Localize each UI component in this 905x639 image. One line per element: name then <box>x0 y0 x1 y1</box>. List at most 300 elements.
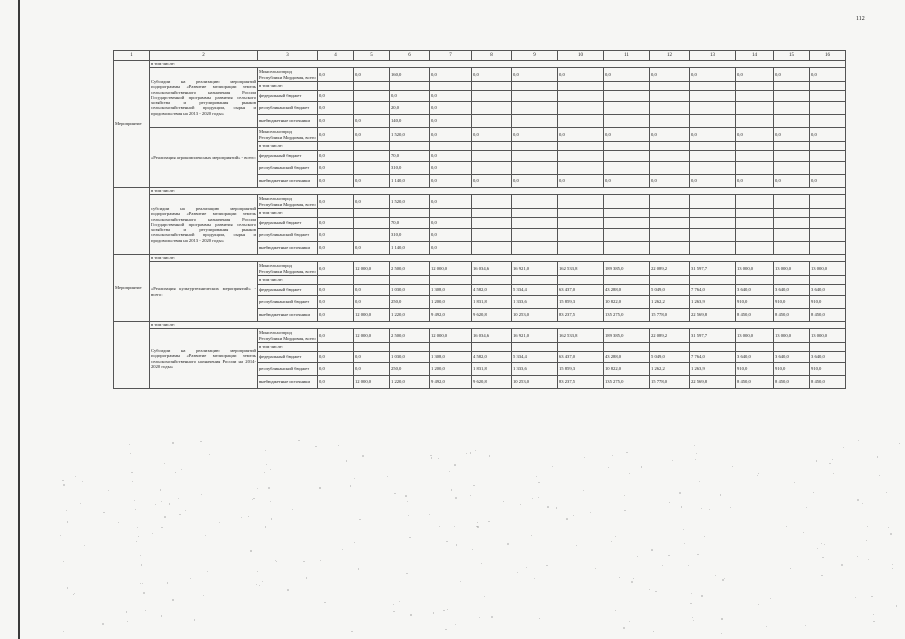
value-cell: 16 034,6 <box>472 329 512 343</box>
measure-title: субсидии на реализацию мероприятий подпрограммы «Развитие мелиорации земель сельскохозяйственного назначения России Государственной программы развития сельского хозяйства и регулирования рынков сельскохозяйственной продукции, сырья и продовольствия на 2013 - 2020 годы» <box>150 195 258 255</box>
value-cell: 910,0 <box>736 363 774 376</box>
value-cell <box>774 102 810 115</box>
scan-noise <box>161 615 162 616</box>
value-cell: 9 620,8 <box>472 309 512 322</box>
value-cell: 0,0 <box>318 115 354 128</box>
funding-source-label: федеральный бюджет <box>258 151 318 162</box>
scan-noise <box>857 499 859 501</box>
scan-noise <box>868 559 869 560</box>
scan-noise <box>556 507 557 508</box>
value-cell: 31 597,7 <box>690 329 736 343</box>
scan-noise <box>405 495 407 497</box>
scan-noise <box>683 529 684 530</box>
scan-noise <box>697 554 699 556</box>
value-cell <box>512 91 558 102</box>
value-cell: 31 597,7 <box>690 262 736 276</box>
scan-noise <box>143 592 145 594</box>
value-cell: 0,0 <box>318 352 354 363</box>
scan-noise <box>877 456 879 458</box>
scan-noise <box>701 595 702 596</box>
scan-noise <box>172 442 173 443</box>
scan-noise <box>266 464 267 465</box>
value-cell: 10 822,0 <box>604 363 650 376</box>
scan-noise <box>67 587 68 588</box>
scan-noise <box>526 567 527 568</box>
scan-noise <box>306 577 307 578</box>
value-cell <box>318 82 354 91</box>
value-cell <box>736 242 774 255</box>
scan-noise <box>721 633 722 634</box>
scan-noise <box>886 492 887 493</box>
value-cell: 20,0 <box>390 102 430 115</box>
value-cell <box>774 115 810 128</box>
subheader-label: в том числе: <box>150 188 846 195</box>
value-cell: 160,0 <box>390 68 430 82</box>
scan-noise <box>833 473 834 474</box>
scan-noise <box>126 611 127 612</box>
value-cell: 0,0 <box>354 296 390 309</box>
value-cell: 0,0 <box>318 195 354 209</box>
funding-source-label: федеральный бюджет <box>258 352 318 363</box>
scan-noise <box>803 532 804 533</box>
value-cell: 0,0 <box>690 68 736 82</box>
scan-noise <box>821 575 823 577</box>
value-cell <box>512 343 558 352</box>
funding-source-label: республиканский бюджет <box>258 102 318 115</box>
value-cell <box>650 276 690 285</box>
value-cell: 250,0 <box>390 296 430 309</box>
subheader-row <box>114 322 846 329</box>
header-cell: 6 <box>390 51 430 61</box>
header-cell: 16 <box>810 51 846 61</box>
scan-noise <box>410 614 411 615</box>
value-cell <box>690 91 736 102</box>
scan-noise <box>73 594 74 595</box>
value-cell: 5 049,0 <box>650 285 690 296</box>
value-cell <box>774 195 810 209</box>
value-cell: 4 582,0 <box>472 285 512 296</box>
value-cell: 1 030,0 <box>390 285 430 296</box>
value-cell: 22 569,8 <box>690 309 736 322</box>
funding-source-label: внебюджетные источники <box>258 115 318 128</box>
scan-noise <box>209 454 210 455</box>
value-cell <box>810 242 846 255</box>
subheader-row <box>114 255 846 262</box>
scan-noise <box>688 565 689 566</box>
scan-noise <box>250 550 251 551</box>
scan-noise <box>161 527 163 529</box>
funding-source-label: в том числе: <box>258 343 318 352</box>
value-cell: 0,0 <box>604 128 650 142</box>
scan-noise <box>80 503 81 504</box>
value-cell <box>318 343 354 352</box>
scan-noise <box>503 501 504 502</box>
value-cell <box>558 151 604 162</box>
scan-noise <box>873 614 874 615</box>
scan-noise <box>253 498 255 500</box>
value-cell: 16 921,0 <box>512 262 558 276</box>
header-cell: 14 <box>736 51 774 61</box>
scan-noise <box>696 453 697 454</box>
value-cell: 0,0 <box>774 128 810 142</box>
value-cell: 0,0 <box>354 115 390 128</box>
table-row <box>114 329 846 343</box>
value-cell: 0,0 <box>318 309 354 322</box>
value-cell <box>774 242 810 255</box>
value-cell <box>354 218 390 229</box>
scan-noise <box>805 625 806 626</box>
scan-noise <box>590 512 591 513</box>
value-cell <box>558 343 604 352</box>
value-cell: 13 000,0 <box>810 262 846 276</box>
scan-noise <box>161 501 162 502</box>
scan-noise <box>399 601 400 602</box>
scan-noise <box>164 463 165 464</box>
scan-noise <box>619 577 620 578</box>
scan-noise <box>668 555 670 557</box>
value-cell: 63 437,0 <box>558 285 604 296</box>
value-cell <box>650 102 690 115</box>
value-cell: 0,0 <box>736 68 774 82</box>
value-cell: 910,0 <box>810 363 846 376</box>
value-cell <box>472 209 512 218</box>
scan-noise <box>873 621 875 623</box>
value-cell: 15 778,0 <box>650 376 690 389</box>
scan-noise <box>446 541 448 543</box>
value-cell: 12 000,0 <box>354 376 390 389</box>
value-cell <box>690 151 736 162</box>
scan-noise <box>387 476 388 477</box>
value-cell <box>774 209 810 218</box>
value-cell <box>512 195 558 209</box>
scan-noise <box>140 583 141 584</box>
value-cell: 2 500,0 <box>390 329 430 343</box>
value-cell: 8 450,0 <box>810 309 846 322</box>
scan-noise <box>160 489 161 490</box>
value-cell: 7 764,0 <box>690 352 736 363</box>
value-cell: 13 000,0 <box>810 329 846 343</box>
value-cell <box>774 162 810 175</box>
scan-noise <box>433 612 434 613</box>
scan-noise <box>407 501 409 503</box>
value-cell <box>650 229 690 242</box>
scan-noise <box>207 571 208 572</box>
scan-noise <box>824 544 825 545</box>
value-cell <box>512 82 558 91</box>
value-cell <box>650 195 690 209</box>
funding-source-label: республиканский бюджет <box>258 162 318 175</box>
page-number: 112 <box>856 16 865 22</box>
value-cell: 16 921,0 <box>512 329 558 343</box>
scan-noise <box>491 616 493 618</box>
scan-noise <box>470 495 471 496</box>
value-cell: 0,0 <box>430 151 472 162</box>
subheader-label: в том числе: <box>150 322 846 329</box>
value-cell <box>650 209 690 218</box>
left-margin-rule <box>18 0 20 639</box>
value-cell <box>736 229 774 242</box>
scan-noise <box>536 476 538 478</box>
value-cell: 0,0 <box>318 229 354 242</box>
scan-noise <box>695 459 696 460</box>
value-cell <box>736 91 774 102</box>
scan-noise <box>821 543 822 544</box>
scan-noise <box>201 494 202 495</box>
scan-noise <box>679 492 681 494</box>
value-cell <box>558 91 604 102</box>
value-cell <box>604 151 650 162</box>
scan-noise <box>832 459 833 460</box>
value-cell: 0,0 <box>318 175 354 188</box>
value-cell <box>690 218 736 229</box>
value-cell: 3 640,0 <box>774 285 810 296</box>
scan-noise <box>84 545 85 546</box>
value-cell: 7 764,0 <box>690 285 736 296</box>
scan-noise <box>140 555 141 556</box>
value-cell <box>318 209 354 218</box>
value-cell <box>390 142 430 151</box>
value-cell <box>690 276 736 285</box>
scan-noise <box>709 509 710 510</box>
value-cell: 1 030,0 <box>390 352 430 363</box>
scan-noise <box>615 536 616 537</box>
scan-noise <box>470 452 471 453</box>
value-cell: 8 450,0 <box>774 309 810 322</box>
scan-noise <box>843 447 845 449</box>
value-cell: 0,0 <box>430 242 472 255</box>
value-cell: 0,0 <box>604 175 650 188</box>
value-cell: 1 333,6 <box>512 296 558 309</box>
scan-noise <box>629 473 630 474</box>
value-cell: 189 385,0 <box>604 329 650 343</box>
value-cell <box>472 151 512 162</box>
scan-noise <box>175 472 176 473</box>
header-cell: 12 <box>650 51 690 61</box>
value-cell <box>604 102 650 115</box>
scan-noise <box>67 521 68 522</box>
scan-noise <box>169 503 170 504</box>
value-cell <box>736 276 774 285</box>
header-cell: 13 <box>690 51 736 61</box>
value-cell <box>472 82 512 91</box>
value-cell <box>690 162 736 175</box>
scan-noise <box>241 517 242 518</box>
scan-noise <box>132 481 133 482</box>
value-cell: 135 275,0 <box>604 309 650 322</box>
scan-noise <box>786 526 787 527</box>
scan-noise <box>265 450 266 451</box>
funding-source-label: внебюджетные источники <box>258 175 318 188</box>
value-cell: 0,0 <box>430 128 472 142</box>
funding-source-label: Минсельхозпрод Республики Мордовия, всего <box>259 330 316 341</box>
scan-noise <box>489 455 490 456</box>
value-cell <box>472 229 512 242</box>
scan-noise <box>359 519 360 520</box>
budget-table <box>113 50 846 389</box>
value-cell: 9 492,0 <box>430 376 472 389</box>
value-cell: 3 640,0 <box>810 352 846 363</box>
scan-noise <box>888 527 889 528</box>
scan-noise <box>298 440 299 441</box>
scan-noise <box>346 460 347 461</box>
scan-noise <box>507 543 509 545</box>
scan-noise <box>684 543 685 544</box>
scan-noise <box>127 621 128 622</box>
scan-noise <box>899 443 900 444</box>
measure-title: «Реализация агрокомплексных мероприятий» - всего: <box>150 128 258 188</box>
scan-noise <box>662 565 663 566</box>
value-cell: 13 000,0 <box>774 262 810 276</box>
value-cell <box>690 209 736 218</box>
value-cell: 8 450,0 <box>774 376 810 389</box>
value-cell <box>690 142 736 151</box>
scan-noise <box>623 627 625 629</box>
funding-source-label: внебюджетные источники <box>258 309 318 322</box>
value-cell <box>390 209 430 218</box>
scan-noise <box>534 578 535 579</box>
value-cell <box>472 142 512 151</box>
scan-noise <box>573 515 574 516</box>
value-cell: 5 334,4 <box>512 285 558 296</box>
table-row <box>114 68 846 82</box>
value-cell: 0,0 <box>318 102 354 115</box>
scan-noise <box>136 541 137 542</box>
value-cell <box>472 102 512 115</box>
scan-noise <box>130 453 131 454</box>
scan-noise <box>292 509 293 510</box>
scan-noise <box>439 526 440 527</box>
scan-noise <box>185 510 186 511</box>
scan-noise <box>408 515 410 517</box>
value-cell: 0,0 <box>354 352 390 363</box>
value-cell: 83 237,5 <box>558 309 604 322</box>
value-cell: 0,0 <box>430 115 472 128</box>
scan-noise <box>481 563 482 564</box>
scan-noise <box>393 604 394 605</box>
funding-source-label: Минсельхозпрод Республики Мордовия, всего <box>259 263 316 274</box>
scan-noise <box>862 503 863 504</box>
value-cell: 0,0 <box>318 68 354 82</box>
scan-noise <box>203 595 204 596</box>
value-cell <box>472 115 512 128</box>
funding-source-label: республиканский бюджет <box>258 363 318 376</box>
scan-noise <box>264 472 265 473</box>
value-cell: 0,0 <box>810 128 846 142</box>
header-cell: 11 <box>604 51 650 61</box>
value-cell: 250,0 <box>390 363 430 376</box>
value-cell <box>354 82 390 91</box>
value-cell: 3 640,0 <box>736 352 774 363</box>
value-cell: 0,0 <box>810 68 846 82</box>
value-cell <box>774 91 810 102</box>
value-cell <box>736 195 774 209</box>
value-cell: 8 450,0 <box>736 376 774 389</box>
scan-noise <box>319 487 320 488</box>
header-cell: 10 <box>558 51 604 61</box>
table-row <box>114 262 846 276</box>
scan-noise <box>858 440 859 441</box>
value-cell <box>558 195 604 209</box>
value-cell <box>354 91 390 102</box>
value-cell <box>472 162 512 175</box>
value-cell: 16 034,6 <box>472 262 512 276</box>
scan-noise <box>430 455 432 457</box>
value-cell <box>472 91 512 102</box>
scan-noise <box>303 561 304 562</box>
scan-noise <box>538 497 539 498</box>
value-cell <box>472 343 512 352</box>
value-cell: 70,0 <box>390 151 430 162</box>
value-cell: 0,0 <box>318 296 354 309</box>
value-cell <box>736 102 774 115</box>
scan-noise <box>167 582 169 584</box>
value-cell: 5 334,4 <box>512 352 558 363</box>
value-cell <box>430 82 472 91</box>
scan-noise <box>699 481 700 482</box>
value-cell <box>604 82 650 91</box>
value-cell: 1 333,6 <box>512 363 558 376</box>
scan-noise <box>394 493 395 494</box>
value-cell: 5 049,0 <box>650 352 690 363</box>
value-cell <box>650 162 690 175</box>
value-cell <box>810 343 846 352</box>
value-cell <box>650 218 690 229</box>
scan-noise <box>145 610 146 611</box>
value-cell <box>558 142 604 151</box>
value-cell: 63 437,0 <box>558 352 604 363</box>
value-cell <box>810 151 846 162</box>
value-cell <box>810 276 846 285</box>
value-cell <box>810 91 846 102</box>
value-cell: 0,0 <box>774 175 810 188</box>
scan-noise <box>63 484 65 486</box>
scan-noise <box>721 618 722 619</box>
scan-noise <box>75 476 76 477</box>
value-cell: 9 492,0 <box>430 309 472 322</box>
value-cell <box>810 218 846 229</box>
scan-noise <box>454 464 456 466</box>
scan-noise <box>701 508 702 509</box>
value-cell: 0,0 <box>354 285 390 296</box>
scan-noise <box>547 506 549 508</box>
funding-source-label: внебюджетные источники <box>258 242 318 255</box>
value-cell: 12 000,0 <box>354 329 390 343</box>
value-cell: 12 000,0 <box>430 262 472 276</box>
value-cell: 0,0 <box>430 162 472 175</box>
value-cell <box>650 91 690 102</box>
scan-noise <box>466 453 467 454</box>
value-cell <box>650 151 690 162</box>
value-cell <box>390 82 430 91</box>
header-cell: 7 <box>430 51 472 61</box>
value-cell <box>810 142 846 151</box>
funding-source-label: в том числе: <box>258 142 318 151</box>
value-cell: 0,0 <box>318 242 354 255</box>
scan-noise <box>451 489 453 491</box>
value-cell <box>810 102 846 115</box>
scan-noise <box>692 617 693 618</box>
value-cell: 0,0 <box>318 329 354 343</box>
value-cell <box>736 218 774 229</box>
scan-noise <box>608 467 609 468</box>
value-cell: 1 263,9 <box>690 363 736 376</box>
value-cell: 1 220,0 <box>390 376 430 389</box>
value-cell: 70,0 <box>390 218 430 229</box>
scan-noise <box>82 481 83 482</box>
scan-noise <box>74 593 75 594</box>
scan-noise <box>131 472 132 473</box>
scan-noise <box>612 455 613 456</box>
